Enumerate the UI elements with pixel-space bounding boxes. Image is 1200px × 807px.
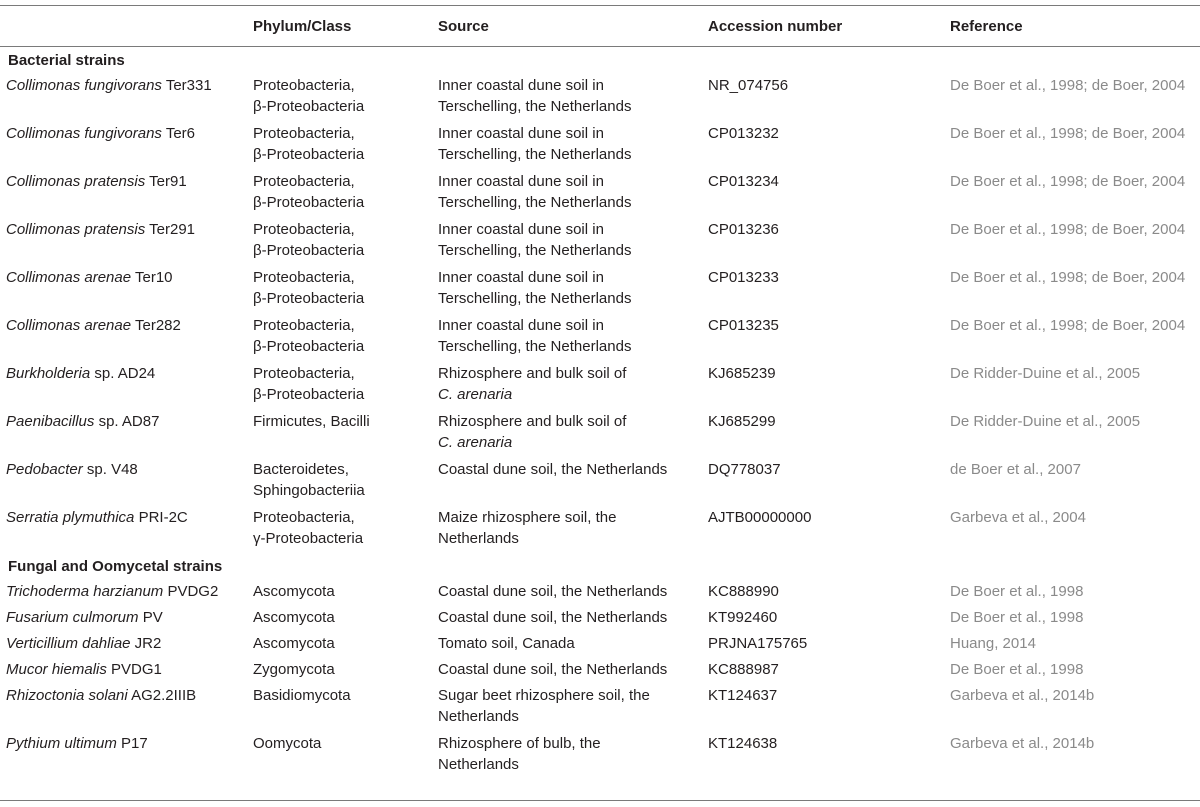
header-source: Source	[438, 17, 489, 35]
table-row	[0, 168, 1200, 216]
strain-cell	[0, 682, 253, 730]
source-cell	[438, 504, 708, 552]
phylum-cell	[253, 312, 438, 360]
source-line: Inner coastal dune soil in	[438, 269, 604, 286]
phylum-line: Proteobacteria,	[253, 221, 355, 238]
strain-id: PVDG1	[111, 661, 162, 678]
phylum-line: Proteobacteria,	[253, 125, 355, 142]
phylum-cell	[253, 168, 438, 216]
species-name: Collimonas fungivorans	[6, 77, 162, 94]
phylum-line: β-Proteobacteria	[253, 338, 365, 355]
header-accession-number: Accession number	[708, 17, 843, 35]
reference-link[interactable]: De Boer et al., 1998; de Boer, 2004	[950, 173, 1186, 190]
table-row	[0, 682, 1200, 730]
accession-number: DQ778037	[708, 461, 781, 478]
phylum-line: Zygomycota	[253, 661, 335, 678]
strain-cell	[0, 630, 253, 656]
reference-link[interactable]: De Boer et al., 1998	[950, 609, 1084, 626]
strain-cell	[0, 656, 253, 682]
strain-cell	[0, 456, 253, 504]
phylum-cell	[253, 656, 438, 682]
source-cell	[438, 408, 708, 456]
source-line: Tomato soil, Canada	[438, 635, 575, 652]
species-name: Paenibacillus	[6, 413, 95, 430]
phylum-line: Proteobacteria,	[253, 173, 355, 190]
strain-id: sp. V48	[86, 461, 138, 478]
reference-link[interactable]: Garbeva et al., 2014b	[950, 735, 1095, 752]
phylum-cell	[253, 408, 438, 456]
phylum-cell	[253, 216, 438, 264]
table-body	[0, 46, 1200, 778]
phylum-cell	[253, 456, 438, 504]
phylum-cell	[253, 120, 438, 168]
source-line: Inner coastal dune soil in	[438, 77, 604, 94]
phylum-line: β-Proteobacteria	[253, 386, 365, 403]
reference-link[interactable]: De Boer et al., 1998	[950, 583, 1084, 600]
species-name: Verticillium dahliae	[6, 635, 131, 652]
reference-link[interactable]: De Boer et al., 1998; de Boer, 2004	[950, 221, 1186, 238]
source-cell	[438, 682, 708, 730]
table-row	[0, 360, 1200, 408]
source-cell	[438, 604, 708, 630]
phylum-line: Ascomycota	[253, 583, 335, 600]
reference-link[interactable]: de Boer et al., 2007	[950, 461, 1081, 478]
source-cell	[438, 630, 708, 656]
phylum-line: Proteobacteria,	[253, 77, 355, 94]
phylum-line: Proteobacteria,	[253, 317, 355, 334]
species-name: Pedobacter	[6, 461, 83, 478]
accession-number: AJTB00000000	[708, 509, 812, 526]
strain-id: AG2.2IIIB	[131, 687, 197, 704]
phylum-line: Ascomycota	[253, 609, 335, 626]
table-row	[0, 656, 1200, 682]
strain-cell	[0, 730, 253, 778]
source-cell	[438, 312, 708, 360]
strain-id: PV	[142, 609, 163, 626]
header-strain	[0, 6, 253, 46]
strain-id: Ter291	[149, 221, 196, 238]
source-line: Coastal dune soil, the Netherlands	[438, 583, 668, 600]
source-line: C. arenaria	[438, 386, 513, 403]
strain-cell	[0, 360, 253, 408]
source-line: Terschelling, the Netherlands	[438, 146, 632, 163]
reference-link[interactable]: De Ridder-Duine et al., 2005	[950, 413, 1141, 430]
accession-number: CP013233	[708, 269, 779, 286]
source-line: Coastal dune soil, the Netherlands	[438, 461, 668, 478]
accession-number: KT124638	[708, 735, 778, 752]
table-row	[0, 216, 1200, 264]
reference-link[interactable]: De Boer et al., 1998; de Boer, 2004	[950, 125, 1186, 142]
source-cell	[438, 656, 708, 682]
table-row	[0, 456, 1200, 504]
reference-link[interactable]: Garbeva et al., 2004	[950, 509, 1086, 526]
accession-number: PRJNA175765	[708, 635, 808, 652]
phylum-line: Ascomycota	[253, 635, 335, 652]
species-name: Collimonas fungivorans	[6, 125, 162, 142]
table-row	[0, 578, 1200, 604]
strain-id: Ter6	[165, 125, 196, 142]
strain-cell	[0, 216, 253, 264]
source-line: Inner coastal dune soil in	[438, 173, 604, 190]
source-cell	[438, 730, 708, 778]
section-header-row	[0, 46, 1200, 72]
source-line: C. arenaria	[438, 434, 513, 451]
phylum-line: Basidiomycota	[253, 687, 351, 704]
section-header-row	[0, 552, 1200, 578]
source-line: Coastal dune soil, the Netherlands	[438, 609, 668, 626]
reference-link[interactable]: De Boer et al., 1998; de Boer, 2004	[950, 317, 1186, 334]
table-row	[0, 264, 1200, 312]
source-line: Coastal dune soil, the Netherlands	[438, 661, 668, 678]
strain-id: Ter10	[134, 269, 173, 286]
reference-link[interactable]: De Boer et al., 1998; de Boer, 2004	[950, 269, 1186, 286]
source-line: Netherlands	[438, 708, 519, 725]
table-row	[0, 72, 1200, 120]
accession-number: KC888990	[708, 583, 779, 600]
section-title: Bacterial strains	[8, 52, 125, 69]
phylum-cell	[253, 604, 438, 630]
strain-cell	[0, 604, 253, 630]
species-name: Trichoderma harzianum	[6, 583, 164, 600]
source-line: Terschelling, the Netherlands	[438, 290, 632, 307]
species-name: Burkholderia	[6, 365, 91, 382]
species-name: Pythium ultimum	[6, 735, 117, 752]
species-name: Rhizoctonia solani	[6, 687, 128, 704]
reference-link[interactable]: De Ridder-Duine et al., 2005	[950, 365, 1141, 382]
phylum-cell	[253, 730, 438, 778]
source-line: Sugar beet rhizosphere soil, the	[438, 687, 650, 704]
strain-id: Ter91	[149, 173, 187, 190]
phylum-line: Proteobacteria,	[253, 365, 355, 382]
phylum-cell	[253, 264, 438, 312]
strain-id: sp. AD87	[98, 413, 160, 430]
source-line: Terschelling, the Netherlands	[438, 338, 632, 355]
accession-number: KT992460	[708, 609, 778, 626]
source-line: Rhizosphere and bulk soil of	[438, 365, 627, 382]
source-line: Terschelling, the Netherlands	[438, 194, 632, 211]
accession-number: KJ685299	[708, 413, 776, 430]
strain-cell	[0, 264, 253, 312]
strain-cell	[0, 120, 253, 168]
table-bottom-rule	[0, 800, 1200, 801]
source-cell	[438, 120, 708, 168]
strain-cell	[0, 312, 253, 360]
accession-number: KC888987	[708, 661, 779, 678]
strain-cell	[0, 578, 253, 604]
source-line: Rhizosphere and bulk soil of	[438, 413, 627, 430]
table-row	[0, 630, 1200, 656]
accession-number: KJ685239	[708, 365, 776, 382]
strain-cell	[0, 504, 253, 552]
phylum-line: Proteobacteria,	[253, 509, 355, 526]
source-cell	[438, 168, 708, 216]
source-cell	[438, 578, 708, 604]
species-name: Collimonas pratensis	[6, 221, 146, 238]
phylum-cell	[253, 578, 438, 604]
reference-link[interactable]: Garbeva et al., 2014b	[950, 687, 1095, 704]
table-row	[0, 120, 1200, 168]
reference-link[interactable]: De Boer et al., 1998	[950, 661, 1084, 678]
reference-link[interactable]: De Boer et al., 1998; de Boer, 2004	[950, 77, 1186, 94]
table-header-row	[0, 6, 1200, 46]
header-phylum-class: Phylum/Class	[253, 17, 352, 35]
source-line: Rhizosphere of bulb, the	[438, 735, 601, 752]
accession-number: CP013234	[708, 173, 779, 190]
phylum-line: Sphingobacteriia	[253, 482, 365, 499]
phylum-line: γ-Proteobacteria	[253, 530, 364, 547]
phylum-line: β-Proteobacteria	[253, 98, 365, 115]
phylum-line: Bacteroidetes,	[253, 461, 349, 478]
strain-cell	[0, 168, 253, 216]
phylum-line: β-Proteobacteria	[253, 242, 365, 259]
strain-cell	[0, 72, 253, 120]
source-line: Maize rhizosphere soil, the	[438, 509, 617, 526]
source-cell	[438, 216, 708, 264]
strain-id: JR2	[134, 635, 162, 652]
phylum-line: Firmicutes, Bacilli	[253, 413, 370, 430]
phylum-cell	[253, 630, 438, 656]
source-cell	[438, 264, 708, 312]
species-name: Collimonas arenae	[6, 317, 132, 334]
phylum-cell	[253, 360, 438, 408]
source-line: Inner coastal dune soil in	[438, 125, 604, 142]
phylum-line: Proteobacteria,	[253, 269, 355, 286]
source-line: Inner coastal dune soil in	[438, 221, 604, 238]
species-name: Fusarium culmorum	[6, 609, 139, 626]
table-row	[0, 312, 1200, 360]
phylum-cell	[253, 504, 438, 552]
header-reference: Reference	[950, 17, 1023, 35]
phylum-line: β-Proteobacteria	[253, 290, 365, 307]
table-row	[0, 730, 1200, 778]
table-row	[0, 408, 1200, 456]
strain-id: PVDG2	[167, 583, 219, 600]
strain-id: P17	[121, 735, 148, 752]
strain-cell	[0, 408, 253, 456]
table-row	[0, 504, 1200, 552]
source-cell	[438, 360, 708, 408]
strain-id: PRI-2C	[138, 509, 188, 526]
strain-table	[0, 6, 1200, 778]
accession-number: KT124637	[708, 687, 778, 704]
source-cell	[438, 72, 708, 120]
source-cell	[438, 456, 708, 504]
phylum-line: β-Proteobacteria	[253, 146, 365, 163]
source-line: Inner coastal dune soil in	[438, 317, 604, 334]
species-name: Mucor hiemalis	[6, 661, 107, 678]
species-name: Serratia plymuthica	[6, 509, 135, 526]
table-row	[0, 604, 1200, 630]
species-name: Collimonas arenae	[6, 269, 132, 286]
strain-id: Ter282	[134, 317, 181, 334]
reference-link[interactable]: Huang, 2014	[950, 635, 1036, 652]
source-line: Terschelling, the Netherlands	[438, 242, 632, 259]
section-title: Fungal and Oomycetal strains	[8, 558, 223, 575]
phylum-line: Oomycota	[253, 735, 322, 752]
strain-id: sp. AD24	[94, 365, 156, 382]
phylum-line: β-Proteobacteria	[253, 194, 365, 211]
accession-number: CP013236	[708, 221, 779, 238]
accession-number: NR_074756	[708, 77, 789, 94]
phylum-cell	[253, 682, 438, 730]
source-line: Netherlands	[438, 756, 519, 773]
species-name: Collimonas pratensis	[6, 173, 146, 190]
accession-number: CP013232	[708, 125, 779, 142]
accession-number: CP013235	[708, 317, 779, 334]
strain-id: Ter331	[165, 77, 212, 94]
source-line: Terschelling, the Netherlands	[438, 98, 632, 115]
phylum-cell	[253, 72, 438, 120]
source-line: Netherlands	[438, 530, 519, 547]
